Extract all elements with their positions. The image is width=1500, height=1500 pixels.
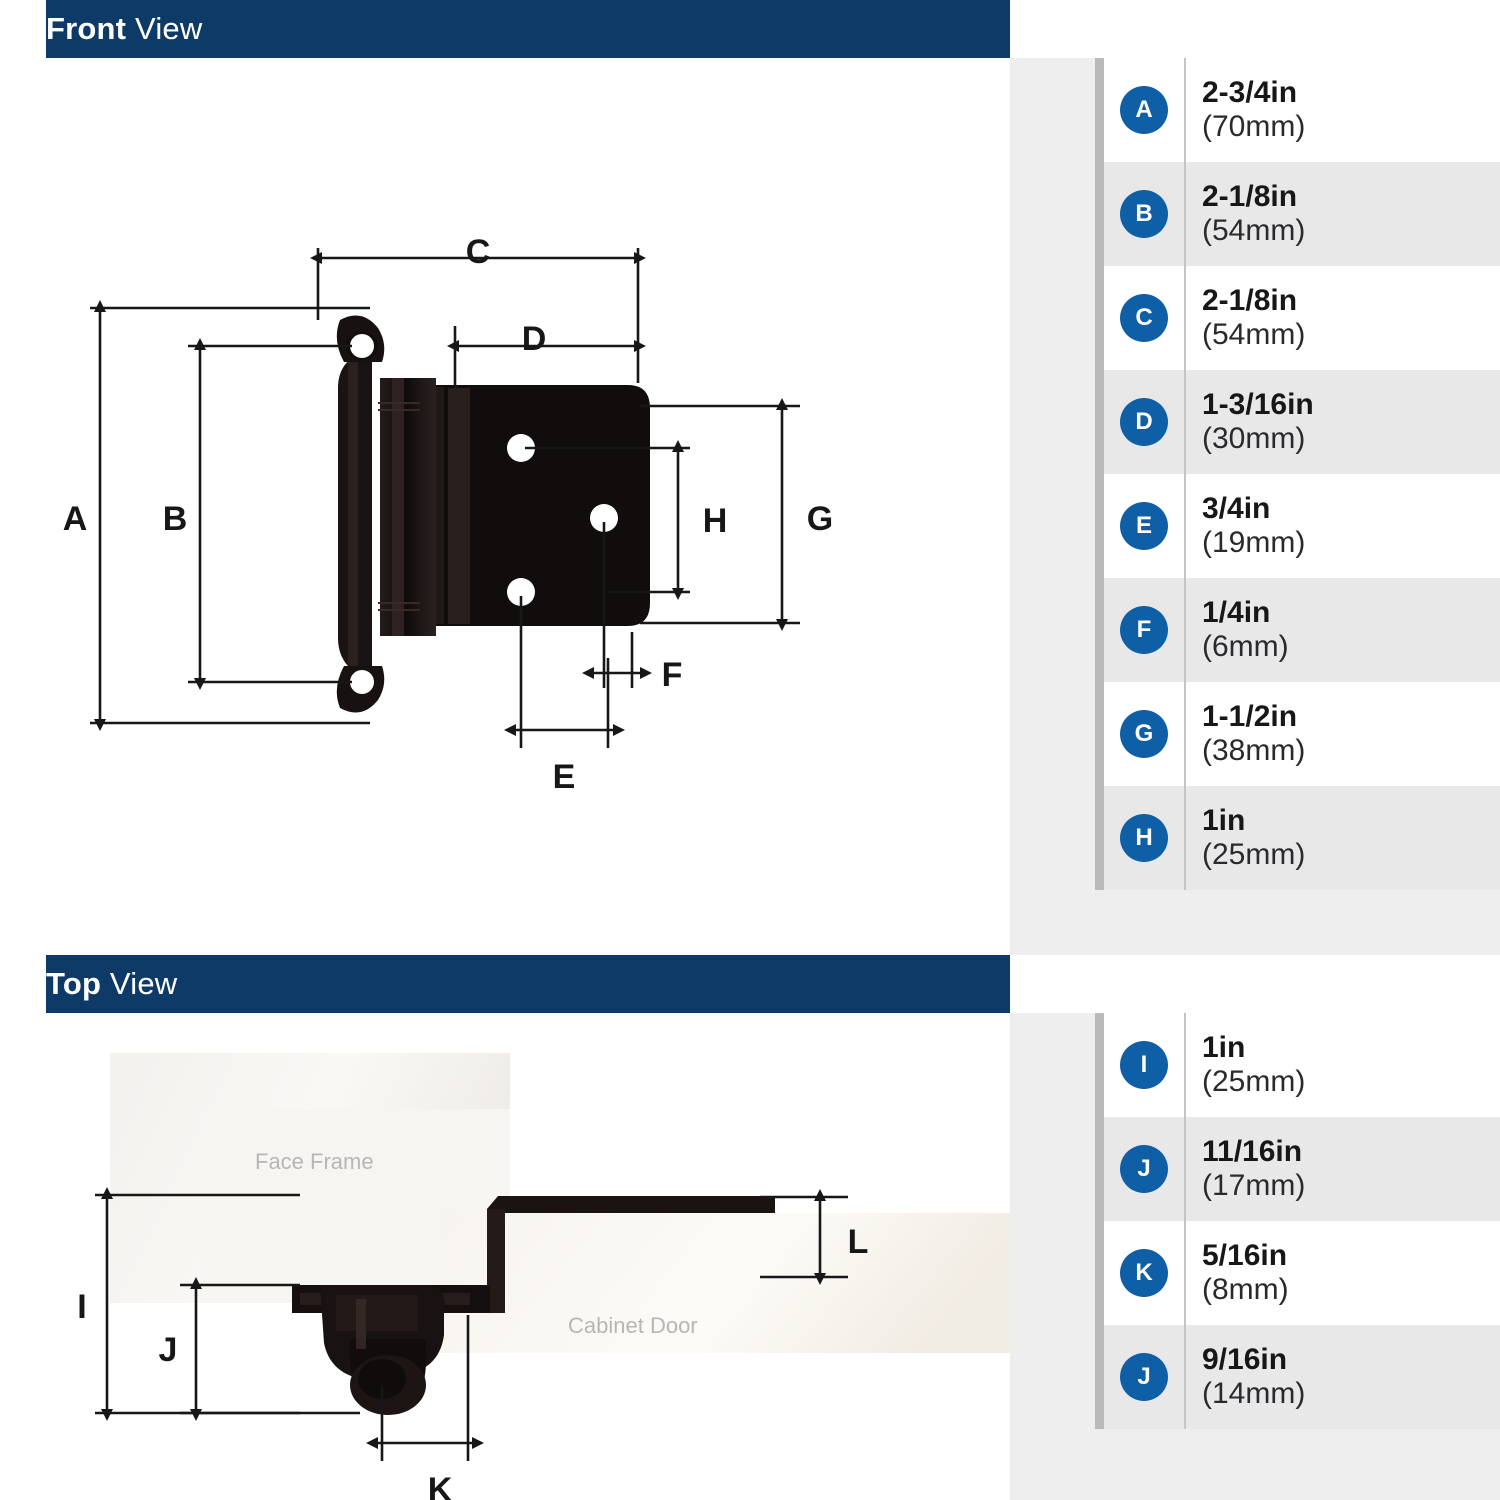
- top-view-panel: [0, 955, 1500, 1500]
- front-view-title-light: View: [126, 11, 203, 46]
- legend-value-main: 1in: [1202, 804, 1246, 838]
- dim-label-d: D: [521, 320, 547, 358]
- legend-value-cell: [1184, 474, 1500, 578]
- legend-row: [1095, 578, 1500, 682]
- top-view-title-light: View: [101, 966, 178, 1001]
- front-view-title: [46, 11, 202, 47]
- dim-label-j: J: [158, 1331, 178, 1369]
- legend-row: [1095, 1325, 1500, 1429]
- dim-label-i: I: [77, 1288, 87, 1326]
- front-view-legend: [1010, 58, 1500, 955]
- title-bar-accent: [0, 955, 46, 1013]
- front-view-title-strong: Front: [46, 11, 127, 46]
- dim-label-f: F: [661, 656, 683, 694]
- legend-value-main: 5/16in: [1202, 1239, 1288, 1273]
- legend-row: [1095, 786, 1500, 890]
- legend-rail: [1095, 1221, 1104, 1325]
- title-bar-accent: [0, 0, 46, 58]
- dim-label-c: C: [465, 233, 491, 271]
- dim-label-h: H: [702, 502, 728, 540]
- legend-rail: [1095, 786, 1104, 890]
- top-view-drawing: [0, 1013, 1010, 1500]
- legend-value-sub: (25mm): [1202, 1065, 1306, 1098]
- face-frame-label: Face Frame: [255, 1149, 374, 1174]
- top-view-svg: [0, 1013, 1010, 1500]
- top-legend-table: [1095, 1013, 1500, 1429]
- legend-row: [1095, 682, 1500, 786]
- top-view-title-strong: Top: [46, 966, 102, 1001]
- legend-value-cell: [1184, 786, 1500, 890]
- legend-row: [1095, 1117, 1500, 1221]
- legend-badge-b: B: [1120, 190, 1168, 238]
- legend-rail: [1095, 1013, 1104, 1117]
- front-view-svg: [0, 58, 1010, 955]
- top-view-title: [46, 966, 177, 1002]
- legend-value-cell: [1184, 370, 1500, 474]
- dim-label-l: L: [847, 1223, 869, 1261]
- legend-value-sub: (6mm): [1202, 630, 1289, 663]
- dim-label-e: E: [552, 758, 576, 796]
- legend-value-main: 2-3/4in: [1202, 76, 1298, 110]
- legend-badge-cell: [1104, 682, 1184, 786]
- legend-value-cell: [1184, 162, 1500, 266]
- legend-value-main: 3/4in: [1202, 492, 1271, 526]
- legend-row: [1095, 266, 1500, 370]
- dim-label-g: G: [806, 500, 834, 538]
- legend-badge-cell: [1104, 370, 1184, 474]
- top-view-title-bar: [0, 955, 1010, 1013]
- legend-value-main: 1in: [1202, 1031, 1246, 1065]
- legend-row: [1095, 474, 1500, 578]
- legend-value-sub: (25mm): [1202, 838, 1306, 871]
- legend-rail: [1095, 578, 1104, 682]
- legend-value-cell: [1184, 1013, 1500, 1117]
- legend-badge-cell: [1104, 578, 1184, 682]
- legend-value-sub: (14mm): [1202, 1377, 1306, 1410]
- legend-value-sub: (8mm): [1202, 1273, 1289, 1306]
- legend-rail: [1095, 1117, 1104, 1221]
- front-view-title-bar: [0, 0, 1010, 58]
- legend-badge-j: J: [1120, 1145, 1168, 1193]
- legend-value-cell: [1184, 58, 1500, 162]
- legend-value-sub: (54mm): [1202, 214, 1306, 247]
- cabinet-door-block: [440, 1213, 1010, 1353]
- dim-label-a: A: [62, 500, 88, 538]
- legend-badge-cell: [1104, 162, 1184, 266]
- legend-badge-cell: [1104, 786, 1184, 890]
- legend-badge-f: F: [1120, 606, 1168, 654]
- legend-row: [1095, 370, 1500, 474]
- dim-label-b: B: [162, 500, 188, 538]
- legend-badge-e: E: [1120, 502, 1168, 550]
- legend-badge-cell: [1104, 474, 1184, 578]
- legend-value-sub: (30mm): [1202, 422, 1306, 455]
- legend-value-sub: (54mm): [1202, 318, 1306, 351]
- legend-value-cell: [1184, 1117, 1500, 1221]
- legend-badge-d: D: [1120, 398, 1168, 446]
- legend-rail: [1095, 58, 1104, 162]
- legend-badge-cell: [1104, 1013, 1184, 1117]
- legend-badge-cell: [1104, 266, 1184, 370]
- legend-rail: [1095, 266, 1104, 370]
- legend-badge-cell: [1104, 1221, 1184, 1325]
- legend-row: [1095, 1013, 1500, 1117]
- legend-value-main: 1/4in: [1202, 596, 1271, 630]
- legend-badge-k: K: [1120, 1249, 1168, 1297]
- legend-value-sub: (19mm): [1202, 526, 1306, 559]
- legend-row: [1095, 162, 1500, 266]
- legend-badge-cell: [1104, 1325, 1184, 1429]
- legend-value-cell: [1184, 682, 1500, 786]
- legend-value-main: 1-3/16in: [1202, 388, 1314, 422]
- legend-rail: [1095, 474, 1104, 578]
- legend-value-sub: (70mm): [1202, 110, 1306, 143]
- legend-rail: [1095, 370, 1104, 474]
- legend-value-main: 2-1/8in: [1202, 284, 1298, 318]
- legend-value-main: 9/16in: [1202, 1343, 1288, 1377]
- legend-badge-cell: [1104, 58, 1184, 162]
- top-view-legend: [1010, 1013, 1500, 1500]
- legend-value-cell: [1184, 578, 1500, 682]
- legend-row: [1095, 58, 1500, 162]
- legend-row: [1095, 1221, 1500, 1325]
- legend-badge-g: G: [1120, 710, 1168, 758]
- legend-rail: [1095, 162, 1104, 266]
- legend-value-cell: [1184, 1221, 1500, 1325]
- legend-badge-j2: J: [1120, 1353, 1168, 1401]
- legend-rail: [1095, 682, 1104, 786]
- legend-value-sub: (17mm): [1202, 1169, 1306, 1202]
- legend-value-sub: (38mm): [1202, 734, 1306, 767]
- front-view-drawing: [0, 58, 1010, 955]
- legend-value-main: 2-1/8in: [1202, 180, 1298, 214]
- legend-value-cell: [1184, 266, 1500, 370]
- legend-value-main: 11/16in: [1202, 1135, 1303, 1169]
- legend-rail: [1095, 1325, 1104, 1429]
- legend-badge-a: A: [1120, 86, 1168, 134]
- legend-value-cell: [1184, 1325, 1500, 1429]
- legend-badge-c: C: [1120, 294, 1168, 342]
- cabinet-door-label: Cabinet Door: [568, 1313, 698, 1338]
- legend-value-main: 1-1/2in: [1202, 700, 1298, 734]
- legend-badge-h: H: [1120, 814, 1168, 862]
- legend-badge-i: I: [1120, 1041, 1168, 1089]
- front-legend-table: [1095, 58, 1500, 890]
- legend-badge-cell: [1104, 1117, 1184, 1221]
- dim-label-k: K: [427, 1471, 453, 1500]
